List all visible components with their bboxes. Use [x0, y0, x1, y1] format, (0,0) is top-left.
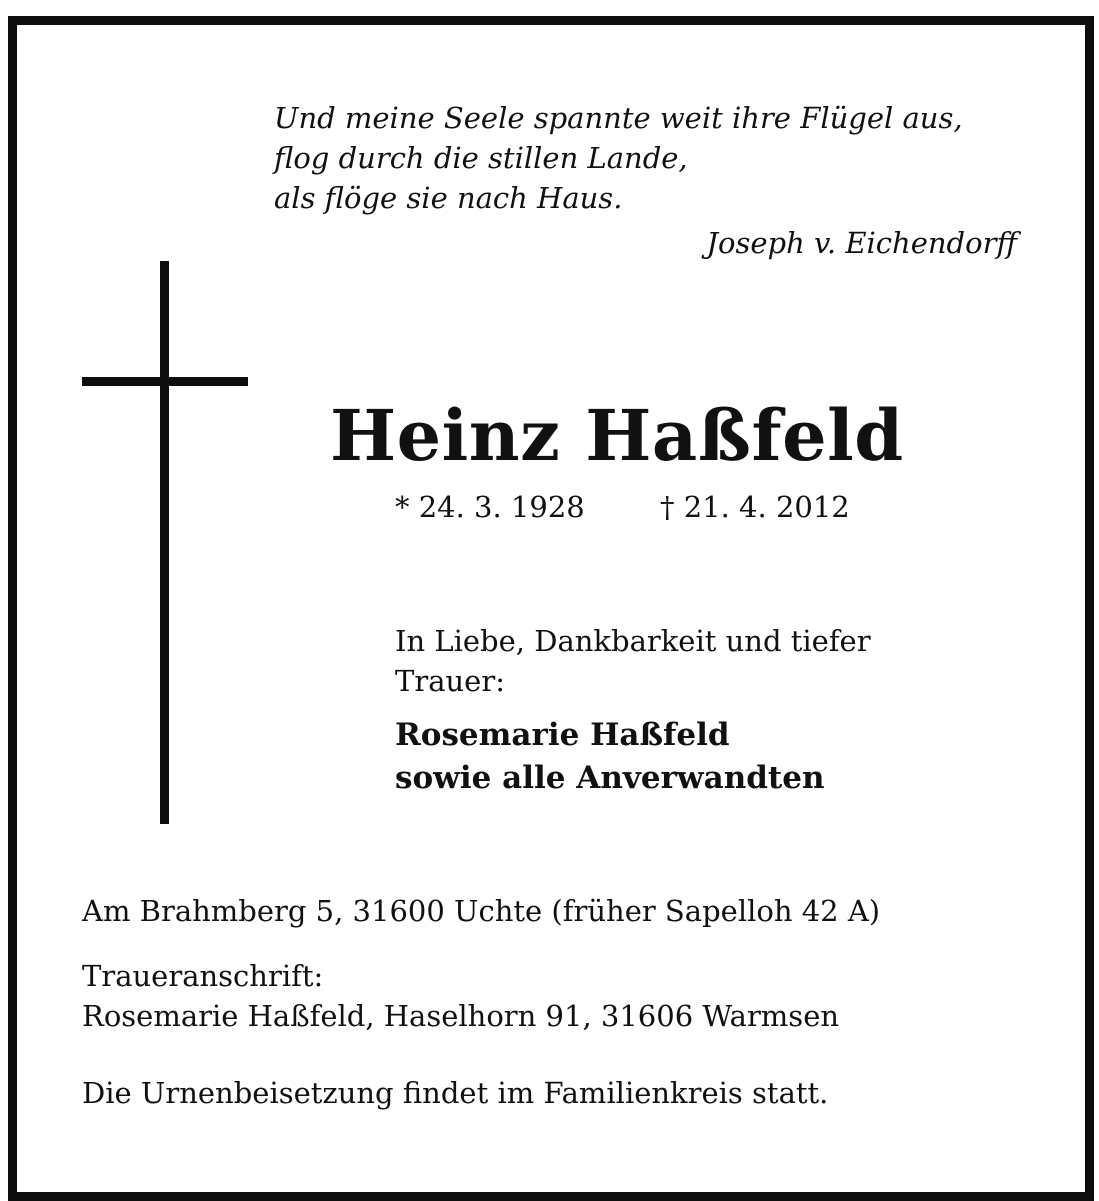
cross-vertical-bar	[160, 261, 169, 824]
quote-line: flog durch die stillen Lande,	[274, 141, 688, 175]
mourner-name: Rosemarie Haßfeld	[395, 717, 730, 753]
cross-horizontal-bar	[82, 377, 248, 386]
burial-note: Die Urnenbeisetzung findet im Familienkreis statt.	[82, 1076, 829, 1110]
mourning-phrase	[395, 621, 871, 701]
deceased-name: Heinz Haßfeld	[330, 394, 904, 477]
mourners-list	[395, 714, 825, 800]
mourning-line: In Liebe, Dankbarkeit und tiefer	[395, 624, 871, 658]
condolence-address	[82, 956, 839, 1036]
quote-line: Und meine Seele spannte weit ihre Flügel aus,	[274, 101, 963, 135]
quote-line: als flöge sie nach Haus.	[274, 181, 623, 215]
epigraph-quote	[274, 98, 963, 218]
home-address: Am Brahmberg 5, 31600 Uchte (früher Sapelloh 42 A)	[82, 894, 881, 928]
mourning-line: Trauer:	[395, 664, 505, 698]
condolence-value: Rosemarie Haßfeld, Haselhorn 91, 31606 Warmsen	[82, 999, 840, 1033]
mourner-name: sowie alle Anverwandten	[395, 760, 825, 796]
condolence-label: Traueranschrift:	[82, 959, 324, 993]
quote-author: Joseph v. Eichendorff	[706, 226, 1017, 260]
death-date: † 21. 4. 2012	[660, 490, 850, 524]
birth-date: * 24. 3. 1928	[395, 490, 585, 524]
